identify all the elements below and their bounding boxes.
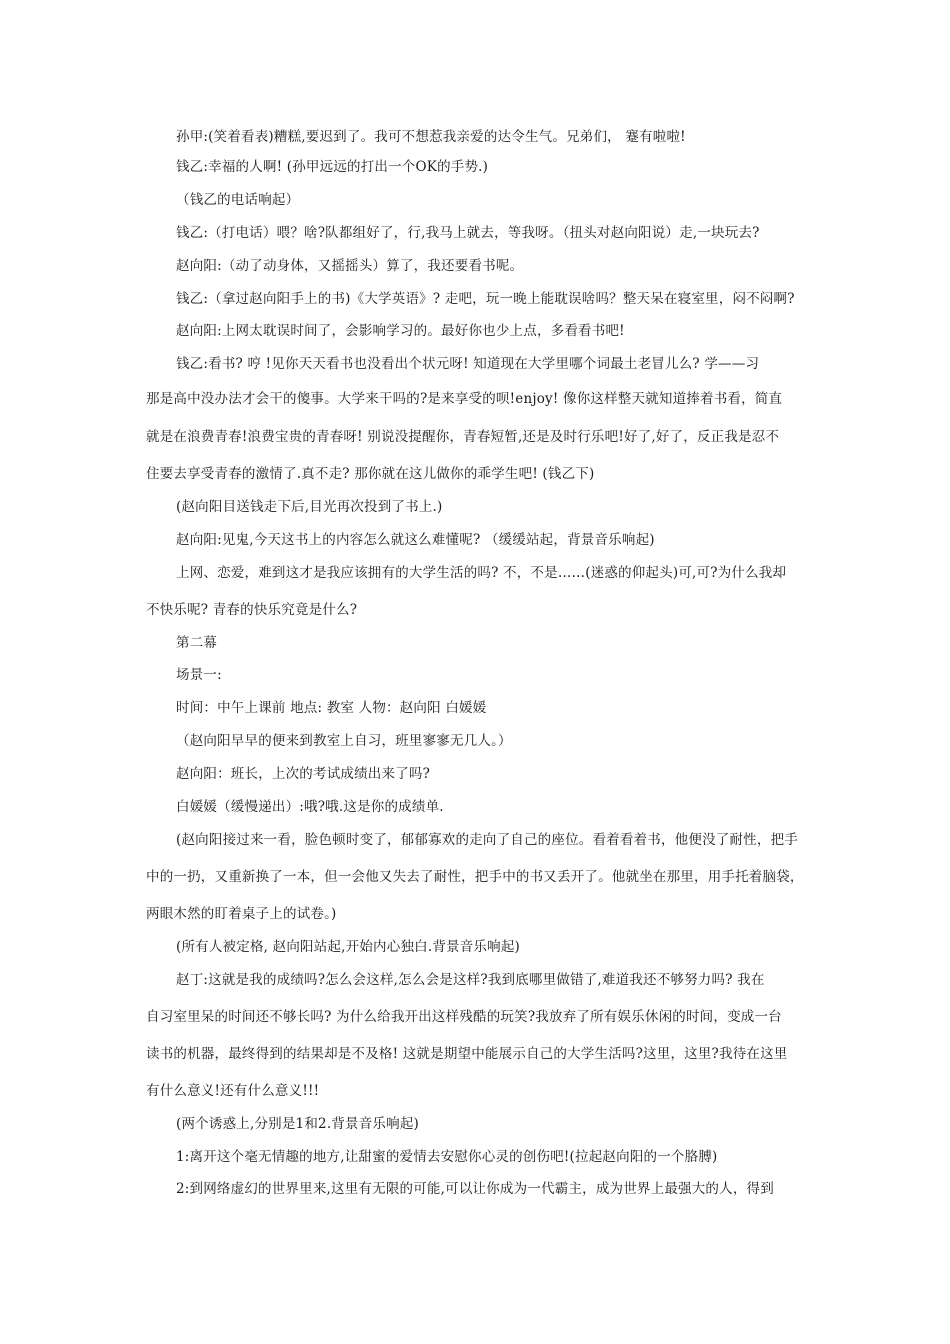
- stage-direction: 两眼木然的盯着桌子上的试卷。): [146, 906, 337, 922]
- scene-info: 时间：中午上课前 地点: 教室 人物：赵向阳 白媛媛: [176, 700, 487, 716]
- script-line: 2:到网络虚幻的世界里来,这里有无限的可能,可以让你成为一代霸主，成为世界上最强大的人，得到: [176, 1181, 774, 1197]
- script-line: 有什么意义!还有什么意义!!!: [146, 1083, 320, 1099]
- script-line: 赵向阳：班长，上次的考试成绩出来了吗?: [176, 766, 431, 782]
- script-line: 那是高中没办法才会干的傻事。大学来干吗的?是来享受的呗!enjoy! 像你这样整天就知道捧着书看，简直: [146, 391, 783, 407]
- stage-direction: (两个诱惑上,分别是1和2.背景音乐响起): [176, 1116, 419, 1132]
- stage-direction: (赵向阳接过来一看，脸色顿时变了，郁郁寡欢的走向了自己的座位。看着看着书，他便没了耐性，把手: [176, 832, 798, 848]
- script-line: 不快乐呢? 青春的快乐究竟是什么?: [146, 602, 358, 618]
- script-line: 读书的机器，最终得到的结果却是不及格! 这就是期望中能展示自己的大学生活吗?这里，这里?我待在这里: [146, 1046, 788, 1062]
- script-line: 钱乙:幸福的人啊! (孙甲远远的打出一个OK的手势.): [176, 159, 489, 175]
- script-line: 赵向阳:（动了动身体，又摇摇头）算了，我还要看书呢。: [176, 258, 524, 274]
- script-line: 钱乙:（拿过赵向阳手上的书)《大学英语》? 走吧，玩一晚上能耽误啥吗？整天呆在寝室里，闷不闷啊?: [176, 291, 795, 307]
- script-line: 住要去享受青春的激情了.真不走? 那你就在这儿做你的乖学生吧! (钱乙下): [146, 466, 595, 482]
- script-line: 钱乙:看书? 哼 !见你天天看书也没看出个状元呀! 知道现在大学里哪个词最土老冒儿么? 学——习: [176, 356, 760, 372]
- script-line: 钱乙:（打电话）喂？啥?队都组好了，行,我马上就去，等我呀。（扭头对赵向阳说）走,一块玩去?: [176, 225, 760, 241]
- script-line: 自习室里呆的时间还不够长吗? 为什么给我开出这样残酷的玩笑?我放弃了所有娱乐休闲的时间，变成一台: [146, 1009, 782, 1025]
- stage-direction: （赵向阳早早的便来到教室上自习，班里寥寥无几人。）: [176, 733, 512, 749]
- script-line: 就是在浪费青春!浪费宝贵的青春呀! 别说没提醒你，青春短暂,还是及时行乐吧!好了,好了，反正我是忍不: [146, 429, 780, 445]
- script-line: 赵丁:这就是我的成绩吗?怎么会这样,怎么会是这样?我到底哪里做错了,难道我还不够努力吗? 我在: [176, 972, 765, 988]
- scene-heading: 场景一:: [176, 667, 222, 683]
- script-line: 赵向阳:上网太耽误时间了，会影响学习的。最好你也少上点，多看看书吧!: [176, 323, 625, 339]
- script-line: 上网、恋爱，难到这才是我应该拥有的大学生活的吗? 不，不是……(迷惑的仰起头)可,可?为什么我却: [176, 565, 787, 581]
- stage-direction: (所有人被定格, 赵向阳站起,开始内心独白.背景音乐响起): [176, 939, 520, 955]
- stage-direction: 中的一扔，又重新换了一本，但一会他又失去了耐性，把手中的书又丢开了。他就坐在那里，用手托着脑袋，: [146, 869, 804, 885]
- script-line: 白媛媛（缓慢递出）:哦?哦.这是你的成绩单.: [176, 799, 444, 815]
- act-heading: 第二幕: [176, 635, 218, 651]
- script-line: 1:离开这个毫无情趣的地方,让甜蜜的爱情去安慰你心灵的创伤吧!(拉起赵向阳的一个胳膊): [176, 1149, 718, 1165]
- stage-direction: （钱乙的电话响起）: [176, 192, 300, 208]
- script-line: 孙甲:(笑着看表)糟糕,要迟到了。我可不想惹我亲爱的达令生气。兄弟们， 蹇有啦啦!: [176, 129, 686, 145]
- script-line: 赵向阳:见鬼,今天这书上的内容怎么就这么难懂呢? （缓缓站起，背景音乐响起): [176, 532, 655, 548]
- stage-direction: (赵向阳目送钱走下后,目光再次投到了书上.): [176, 499, 443, 515]
